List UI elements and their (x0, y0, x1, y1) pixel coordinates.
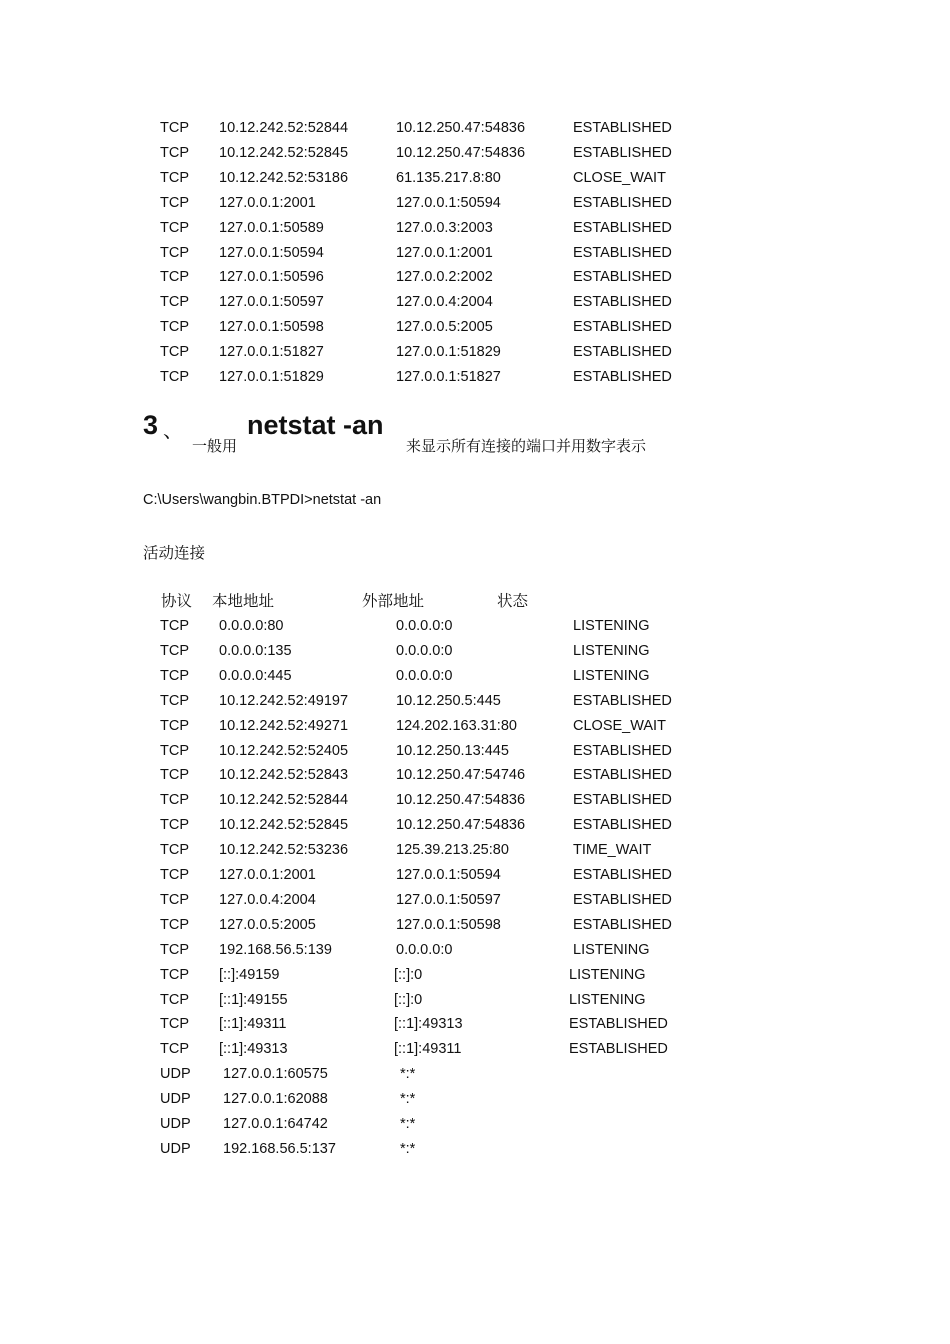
local-address-cell: 127.0.0.1:50594 (219, 244, 324, 261)
protocol-cell: TCP (160, 144, 189, 161)
protocol-cell: TCP (160, 269, 189, 286)
local-address-cell: 127.0.0.1:51829 (219, 369, 324, 385)
local-address-cell: 127.0.0.1:2001 (219, 194, 316, 211)
protocol-cell: TCP (160, 294, 189, 311)
foreign-address-cell: [::1]:49313 (394, 1016, 463, 1033)
local-address-cell: 10.12.242.52:52844 (219, 120, 349, 136)
protocol-cell: TCP (160, 618, 189, 634)
foreign-address-cell: 0.0.0.0:0 (396, 642, 453, 659)
state-cell: LISTENING (569, 966, 646, 983)
state-cell: ESTABLISHED (573, 269, 672, 286)
protocol-cell: TCP (160, 667, 189, 684)
section-title: 活动连接 (143, 544, 206, 562)
local-address-cell: 127.0.0.1:50596 (219, 269, 324, 286)
state-cell: ESTABLISHED (573, 767, 672, 784)
protocol-cell: TCP (160, 1041, 189, 1058)
local-address-cell: 0.0.0.0:80 (219, 618, 284, 634)
foreign-address-cell: [::]:0 (394, 991, 423, 1008)
protocol-cell: TCP (160, 717, 189, 734)
foreign-address-cell: 0.0.0.0:0 (396, 618, 453, 634)
protocol-cell: TCP (160, 941, 189, 958)
local-address-cell: 127.0.0.4:2004 (219, 891, 316, 908)
protocol-cell: UDP (160, 1066, 191, 1083)
foreign-address-cell: 10.12.250.5:445 (396, 692, 501, 709)
state-cell: LISTENING (573, 941, 650, 958)
state-cell: CLOSE_WAIT (573, 169, 666, 186)
local-address-cell: 10.12.242.52:52843 (219, 767, 349, 784)
protocol-cell: TCP (160, 891, 189, 908)
local-address-cell: 127.0.0.1:50597 (219, 294, 324, 311)
protocol-cell: TCP (160, 642, 189, 659)
state-cell: LISTENING (573, 618, 650, 634)
state-cell: ESTABLISHED (573, 244, 672, 261)
state-cell: TIME_WAIT (573, 842, 652, 859)
foreign-address-cell: *:* (400, 1140, 416, 1157)
state-cell: ESTABLISHED (573, 867, 672, 883)
local-address-cell: 192.168.56.5:139 (219, 941, 332, 958)
foreign-address-cell: 10.12.250.47:54836 (396, 817, 526, 834)
local-address-cell: 127.0.0.1:62088 (223, 1091, 328, 1108)
protocol-cell: TCP (160, 692, 189, 709)
header-foreign-address: 外部地址 (362, 592, 425, 610)
foreign-address-cell: 10.12.250.47:54836 (396, 792, 526, 809)
foreign-address-cell: 61.135.217.8:80 (396, 169, 501, 186)
protocol-cell: TCP (160, 742, 189, 759)
protocol-cell: UDP (160, 1116, 191, 1132)
foreign-address-cell: 127.0.0.1:51827 (396, 369, 501, 385)
state-cell: LISTENING (569, 991, 646, 1008)
foreign-address-cell: 127.0.0.2:2002 (396, 269, 493, 286)
heading-command: netstat -an (247, 410, 384, 440)
state-cell: ESTABLISHED (573, 219, 672, 236)
local-address-cell: [::1]:49313 (219, 1041, 288, 1058)
local-address-cell: 192.168.56.5:137 (223, 1140, 336, 1157)
local-address-cell: 0.0.0.0:445 (219, 667, 292, 684)
foreign-address-cell: 127.0.0.1:50598 (396, 916, 501, 933)
heading-number: 3 (143, 410, 159, 440)
local-address-cell: 10.12.242.52:49197 (219, 692, 349, 709)
local-address-cell: 127.0.0.1:60575 (223, 1066, 328, 1083)
foreign-address-cell: 125.39.213.25:80 (396, 842, 509, 859)
local-address-cell: 0.0.0.0:135 (219, 642, 292, 659)
local-address-cell: 127.0.0.5:2005 (219, 916, 316, 933)
header-local-address: 本地地址 (212, 592, 275, 610)
local-address-cell: 10.12.242.52:49271 (219, 717, 349, 734)
state-cell: LISTENING (573, 642, 650, 659)
local-address-cell: 10.12.242.52:52405 (219, 742, 349, 759)
state-cell: ESTABLISHED (573, 120, 672, 136)
state-cell: ESTABLISHED (573, 891, 672, 908)
protocol-cell: UDP (160, 1091, 191, 1108)
foreign-address-cell: 127.0.0.4:2004 (396, 294, 493, 311)
local-address-cell: [::1]:49311 (219, 1016, 287, 1033)
protocol-cell: TCP (160, 319, 189, 336)
foreign-address-cell: *:* (400, 1116, 416, 1132)
foreign-address-cell: 127.0.0.1:50594 (396, 194, 501, 211)
protocol-cell: TCP (160, 991, 189, 1008)
heading-separator: 、 (163, 418, 183, 442)
foreign-address-cell: *:* (400, 1066, 416, 1083)
local-address-cell: 10.12.242.52:53186 (219, 169, 349, 186)
foreign-address-cell: [::]:0 (394, 966, 423, 983)
protocol-cell: TCP (160, 244, 189, 261)
foreign-address-cell: 10.12.250.13:445 (396, 742, 509, 759)
foreign-address-cell: 127.0.0.1:2001 (396, 244, 493, 261)
state-cell: ESTABLISHED (573, 817, 672, 834)
heading-prefix: 一般用 (192, 437, 238, 455)
protocol-cell: TCP (160, 369, 189, 385)
state-cell: CLOSE_WAIT (573, 717, 666, 734)
command-prompt: C:\Users\wangbin.BTPDI>netstat -an (143, 492, 382, 508)
protocol-cell: TCP (160, 817, 189, 834)
local-address-cell: [::]:49159 (219, 966, 280, 983)
state-cell: ESTABLISHED (573, 369, 672, 385)
foreign-address-cell: 127.0.0.5:2005 (396, 319, 493, 336)
protocol-cell: TCP (160, 344, 189, 361)
local-address-cell: 127.0.0.1:50589 (219, 219, 324, 236)
local-address-cell: 127.0.0.1:51827 (219, 344, 324, 361)
foreign-address-cell: 127.0.0.1:50594 (396, 867, 501, 883)
state-cell: ESTABLISHED (573, 742, 672, 759)
protocol-cell: TCP (160, 916, 189, 933)
state-cell: ESTABLISHED (573, 194, 672, 211)
protocol-cell: TCP (160, 867, 189, 883)
state-cell: LISTENING (573, 667, 650, 684)
local-address-cell: 10.12.242.52:52845 (219, 817, 349, 834)
protocol-cell: TCP (160, 219, 189, 236)
state-cell: ESTABLISHED (573, 792, 672, 809)
protocol-cell: TCP (160, 767, 189, 784)
foreign-address-cell: 10.12.250.47:54746 (396, 767, 526, 784)
state-cell: ESTABLISHED (573, 344, 672, 361)
state-cell: ESTABLISHED (573, 319, 672, 336)
local-address-cell: 10.12.242.52:52844 (219, 792, 349, 809)
foreign-address-cell: [::1]:49311 (394, 1041, 462, 1058)
local-address-cell: 127.0.0.1:64742 (223, 1116, 328, 1132)
header-state: 状态 (497, 592, 529, 610)
foreign-address-cell: 127.0.0.1:51829 (396, 344, 501, 361)
foreign-address-cell: 127.0.0.1:50597 (396, 891, 501, 908)
foreign-address-cell: 0.0.0.0:0 (396, 941, 453, 958)
protocol-cell: TCP (160, 1016, 189, 1033)
state-cell: ESTABLISHED (569, 1041, 668, 1058)
protocol-cell: UDP (160, 1140, 191, 1157)
state-cell: ESTABLISHED (573, 916, 672, 933)
protocol-cell: TCP (160, 966, 189, 983)
local-address-cell: 10.12.242.52:52845 (219, 144, 349, 161)
state-cell: ESTABLISHED (573, 692, 672, 709)
foreign-address-cell: 10.12.250.47:54836 (396, 120, 526, 136)
foreign-address-cell: *:* (400, 1091, 416, 1108)
protocol-cell: TCP (160, 169, 189, 186)
foreign-address-cell: 124.202.163.31:80 (396, 717, 517, 734)
heading-suffix: 来显示所有连接的端口并用数字表示 (406, 437, 647, 455)
protocol-cell: TCP (160, 792, 189, 809)
protocol-cell: TCP (160, 120, 189, 136)
protocol-cell: TCP (160, 194, 189, 211)
local-address-cell: [::1]:49155 (219, 991, 288, 1008)
state-cell: ESTABLISHED (573, 144, 672, 161)
state-cell: ESTABLISHED (573, 294, 672, 311)
foreign-address-cell: 127.0.0.3:2003 (396, 219, 493, 236)
local-address-cell: 127.0.0.1:50598 (219, 319, 324, 336)
state-cell: ESTABLISHED (569, 1016, 668, 1033)
local-address-cell: 10.12.242.52:53236 (219, 842, 349, 859)
header-protocol: 协议 (161, 592, 193, 610)
foreign-address-cell: 10.12.250.47:54836 (396, 144, 526, 161)
local-address-cell: 127.0.0.1:2001 (219, 867, 316, 883)
protocol-cell: TCP (160, 842, 189, 859)
foreign-address-cell: 0.0.0.0:0 (396, 667, 453, 684)
